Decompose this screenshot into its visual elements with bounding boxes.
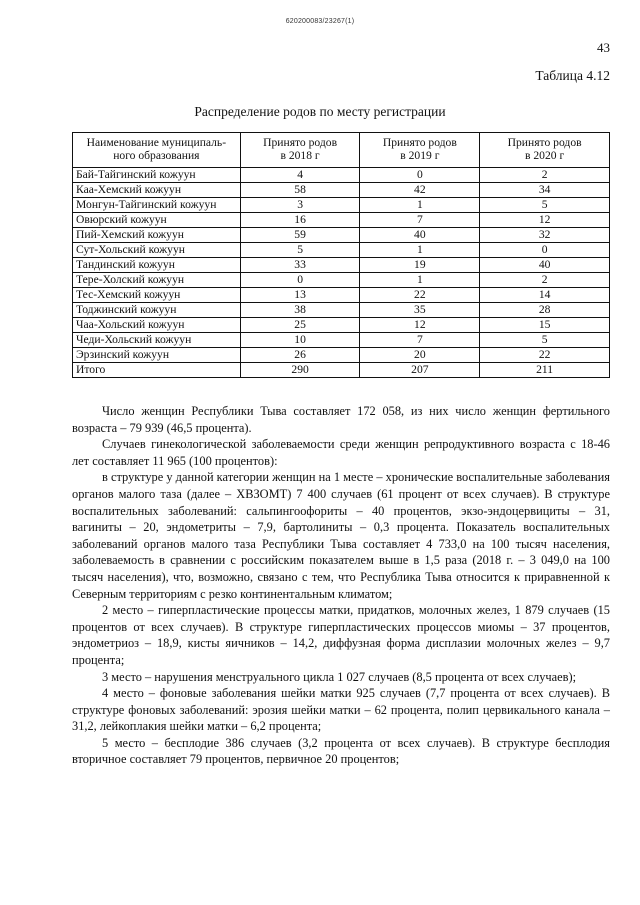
table-row <box>73 288 610 303</box>
page-number: 43 <box>597 40 610 55</box>
table-cell-births: 1 <box>360 243 480 258</box>
table-cell-municipality: Итого <box>73 363 241 378</box>
table-cell-births: 28 <box>480 303 610 318</box>
table-row <box>73 198 610 213</box>
body-paragraph: 5 место – бесплодие 386 случаев (3,2 процента от всех случаев). В структуре бесплодия вторичное составляет 79 процентов, первичное 20 процентов; <box>72 735 610 767</box>
table-cell-births: 34 <box>480 183 610 198</box>
table-cell-births: 20 <box>360 348 480 363</box>
table-cell-births: 40 <box>480 258 610 273</box>
table-cell-births: 0 <box>360 168 480 183</box>
table-cell-births: 26 <box>240 348 360 363</box>
table-cell-births: 35 <box>360 303 480 318</box>
table-cell-births: 5 <box>240 243 360 258</box>
table-cell-births: 7 <box>360 333 480 348</box>
table-row <box>73 348 610 363</box>
table-cell-births: 22 <box>480 348 610 363</box>
table-row <box>73 183 610 198</box>
table-cell-births: 14 <box>480 288 610 303</box>
births-by-region-table <box>72 132 610 378</box>
table-cell-births: 3 <box>240 198 360 213</box>
table-cell-births: 1 <box>360 273 480 288</box>
table-total-row <box>73 363 610 378</box>
table-cell-municipality: Бай-Тайгинский кожуун <box>73 168 241 183</box>
body-paragraph: Число женщин Республики Тыва составляет 172 058, из них число женщин фертильного возраста – 79 939 (46,5 процента). <box>72 404 610 435</box>
table-row <box>73 228 610 243</box>
table-cell-municipality: Пий-Хемский кожуун <box>73 228 241 243</box>
table-cell-births: 211 <box>480 363 610 378</box>
table-cell-births: 33 <box>240 258 360 273</box>
table-cell-municipality: Чаа-Хольский кожуун <box>73 318 241 333</box>
header-births-2019: Принято родов в 2019 г <box>360 133 480 168</box>
table-cell-births: 5 <box>480 198 610 213</box>
table-cell-births: 0 <box>480 243 610 258</box>
table-cell-births: 12 <box>480 213 610 228</box>
header-municipality: Наименование муниципаль- ного образования <box>73 133 241 168</box>
body-paragraph: Случаев гинекологической заболеваемости среди женщин репродуктивного возраста с 18-46 лет составляет 11 965 (100 процентов): <box>72 437 610 468</box>
body-paragraph: 3 место – нарушения менструального цикла 1 027 случаев (8,5 процента от всех случаев); <box>102 669 577 684</box>
table-cell-births: 2 <box>480 273 610 288</box>
table-cell-births: 7 <box>360 213 480 228</box>
table-cell-births: 12 <box>360 318 480 333</box>
table-cell-births: 22 <box>360 288 480 303</box>
table-cell-births: 32 <box>480 228 610 243</box>
table-cell-municipality: Эрзинский кожуун <box>73 348 241 363</box>
table-cell-births: 42 <box>360 183 480 198</box>
body-paragraph: 4 место – фоновые заболевания шейки матки 925 случаев (7,7 процента от всех случаев). В структуре фоновых заболеваний: эрозия шейки матки – 62 процента, полип цервикального канала – 31,2, лейкоплакия шейки матки – 6,2 процента; <box>72 686 610 734</box>
table-body <box>73 168 610 378</box>
table-row <box>73 333 610 348</box>
table-cell-births: 290 <box>240 363 360 378</box>
table-cell-municipality: Тере-Холский кожуун <box>73 273 241 288</box>
table-cell-births: 1 <box>360 198 480 213</box>
table-cell-births: 59 <box>240 228 360 243</box>
table-row <box>73 168 610 183</box>
table-cell-municipality: Монгун-Тайгинский кожуун <box>73 198 241 213</box>
body-text <box>72 403 610 768</box>
table-cell-municipality: Сут-Хольский кожуун <box>73 243 241 258</box>
table-row <box>73 213 610 228</box>
table-row <box>73 303 610 318</box>
table-cell-births: 5 <box>480 333 610 348</box>
table-row <box>73 258 610 273</box>
table-cell-municipality: Тес-Хемский кожуун <box>73 288 241 303</box>
table-cell-births: 4 <box>240 168 360 183</box>
document-id: 620200083/23267(1) <box>285 18 355 25</box>
table-cell-births: 13 <box>240 288 360 303</box>
body-paragraph: 2 место – гиперпластические процессы матки, придатков, молочных желез, 1 879 случаев (15 процентов от всех случаев). В структуре гиперпластических процессов миомы – 37 процентов, эндометриоз – 18,9, кисты яичников – 14,2, диффузная форма дисплазии молочных желез – 9,7 процента; <box>72 603 610 667</box>
table-cell-births: 16 <box>240 213 360 228</box>
table-cell-births: 25 <box>240 318 360 333</box>
table-title: Распределение родов по месту регистрации <box>194 104 446 119</box>
table-cell-municipality: Тоджинский кожуун <box>73 303 241 318</box>
table-cell-municipality: Тандинский кожуун <box>73 258 241 273</box>
body-paragraph: в структуре у данной категории женщин на 1 месте – хронические воспалительные заболевания органов малого таза (далее – ХВЗОМТ) 7 400 случаев (61 процент от всех случаев). В структуре воспалительных заболеваний: сальпингоофориты – 40 процентов, экзо-эндоцервициты – 31, вагиниты – 20, эндометриты – 7,9, бартолиниты – 0,3 процента. Показатель воспалительных заболеваний органов малого таза Республики Тыва составляет 4 733,0 на 100 тысяч населения, заболеваемость в сравнении с российским показателем выше в 1,5 раза (2018 г. – 3 049,0 на 100 тысяч населения), что, возможно, связано с тем, что Республика Тыва относится к приравненной к Северным территориям с резко континентальным климатом; <box>72 470 610 601</box>
table-cell-municipality: Чеди-Хольский кожуун <box>73 333 241 348</box>
table-row <box>73 243 610 258</box>
table-cell-births: 15 <box>480 318 610 333</box>
table-label: Таблица 4.12 <box>535 68 610 83</box>
table-cell-births: 207 <box>360 363 480 378</box>
header-births-2018: Принято родов в 2018 г <box>240 133 360 168</box>
table-row <box>73 318 610 333</box>
table-cell-births: 10 <box>240 333 360 348</box>
header-births-2020: Принято родов в 2020 г <box>480 133 610 168</box>
table-cell-births: 0 <box>240 273 360 288</box>
table-cell-births: 58 <box>240 183 360 198</box>
table-cell-births: 19 <box>360 258 480 273</box>
table-cell-municipality: Каа-Хемский кожуун <box>73 183 241 198</box>
table-cell-births: 40 <box>360 228 480 243</box>
table-cell-municipality: Овюрский кожуун <box>73 213 241 228</box>
table-row <box>73 273 610 288</box>
table-cell-births: 2 <box>480 168 610 183</box>
table-header-row <box>73 133 610 168</box>
table-cell-births: 38 <box>240 303 360 318</box>
